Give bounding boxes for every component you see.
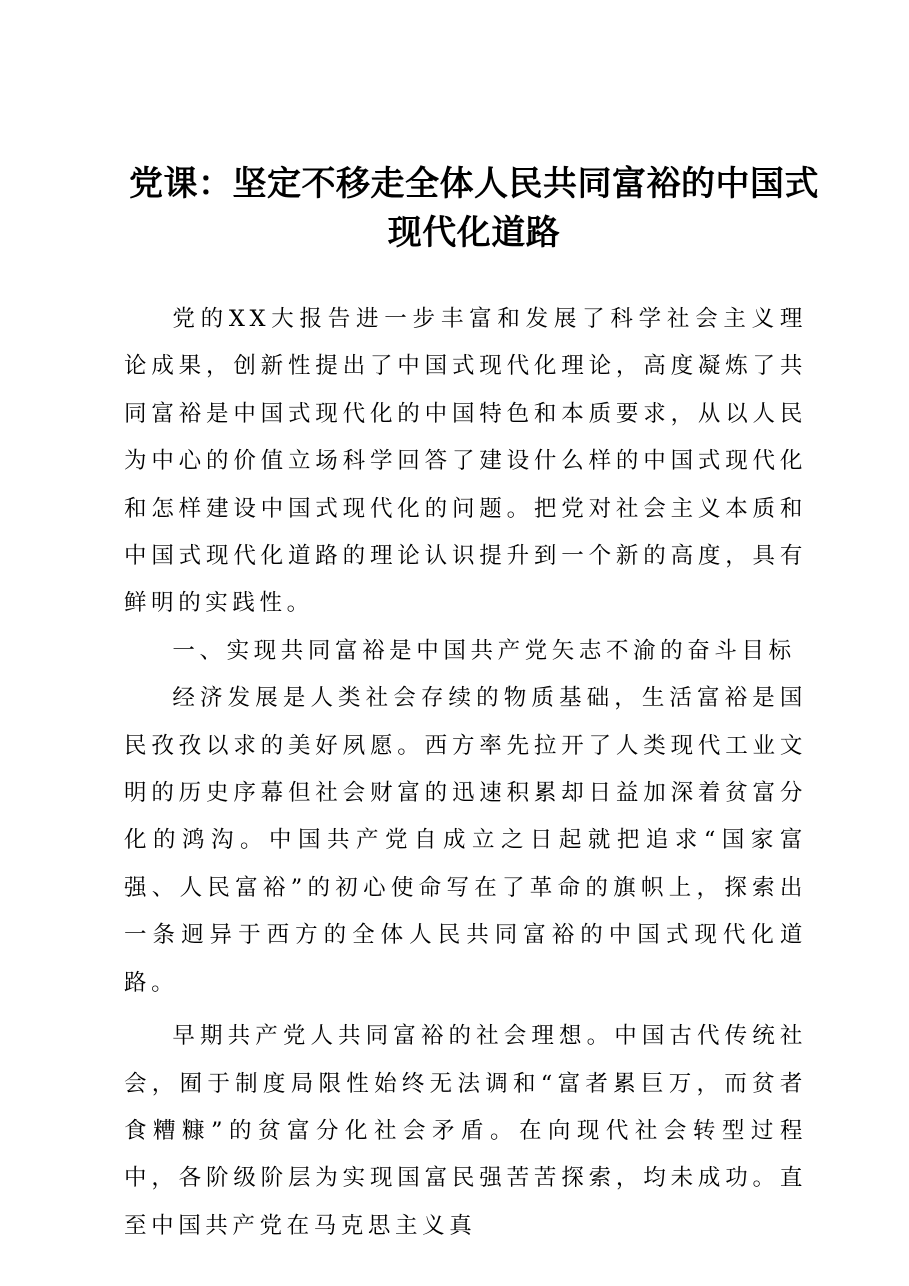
document-body — [124, 296, 807, 1250]
paragraph-early-communists: 早期共产党人共同富裕的社会理想。中国古代传统社会，囿于制度局限性始终无法调和“富者累巨万，而贫者食糟糠”的贫富分化社会矛盾。在向现代社会转型过程中，各阶级阶层为实现国富民强苦苦探索，均未成功。直至中国共产党在马克思主义真 — [124, 1023, 807, 1239]
document-title: 党课：坚定不移走全体人民共同富裕的中国式现代化道路 — [129, 164, 819, 253]
section-heading-1: 一、实现共同富裕是中国共产党矢志不渝的奋斗目标 — [172, 637, 796, 664]
paragraph-intro: 党的XX大报告进一步丰富和发展了科学社会主义理论成果，创新性提出了中国式现代化理论，高度凝炼了共同富裕是中国式现代化的中国特色和本质要求，从以人民为中心的价值立场科学回答了建设什么样的中国式现代化和怎样建设中国式现代化的问题。把党对社会主义本质和中国式现代化道路的理论认识提升到一个新的高度，具有鲜明的实践性。 — [124, 306, 807, 617]
paragraph-economic-development: 经济发展是人类社会存续的物质基础，生活富裕是国民孜孜以求的美好夙愿。西方率先拉开了人类现代工业文明的历史序幕但社会财富的迅速积累却日益加深着贫富分化的鸿沟。中国共产党自成立之日起就把追求“国家富强、人民富裕”的初心使命写在了革命的旗帜上，探索出一条迥异于西方的全体人民共同富裕的中国式现代化道路。 — [124, 685, 807, 996]
